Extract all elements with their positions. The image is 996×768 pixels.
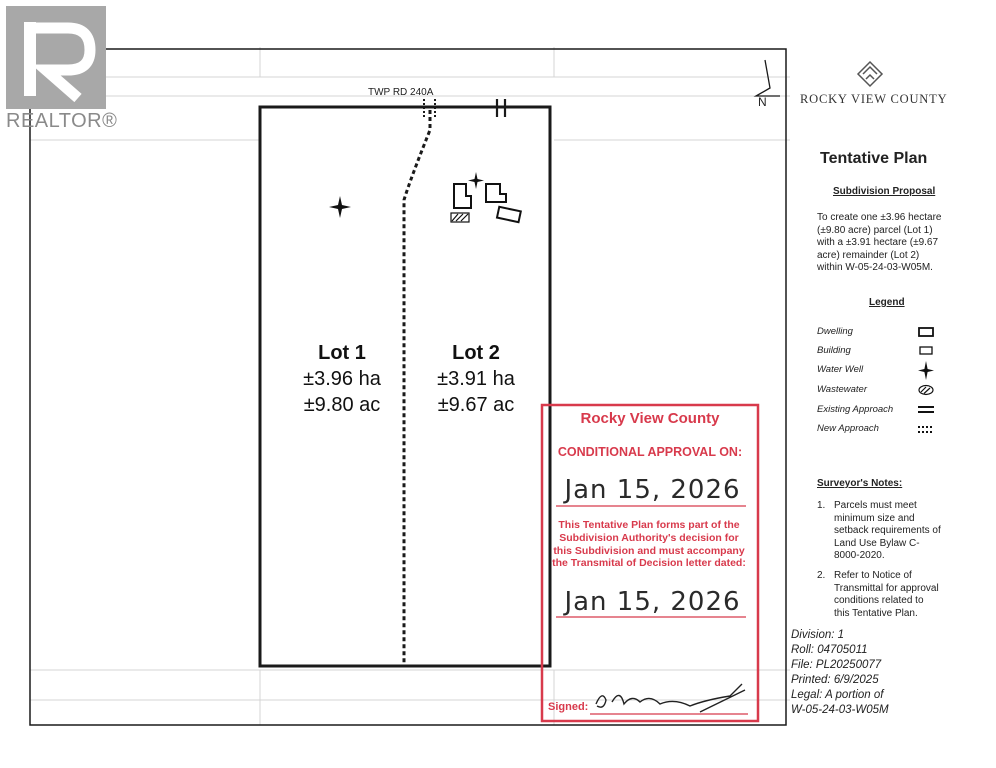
legend-existing-approach-label: Existing Approach xyxy=(817,404,894,415)
road-label: TWP RD 240A xyxy=(368,87,434,98)
note-number: 1. xyxy=(817,500,826,511)
legend-dwelling-symbol xyxy=(919,328,933,336)
note-line: Transmittal for approval xyxy=(834,582,939,594)
legend-building-label: Building xyxy=(817,345,851,356)
lot-2-hectares: ±3.91 ha xyxy=(437,368,515,390)
note-number: 2. xyxy=(817,570,826,581)
legend-dwelling-label: Dwelling xyxy=(817,326,853,337)
legend-new-approach-symbol xyxy=(918,427,934,432)
stamp-conditional-approval: CONDITIONAL APPROVAL ON: xyxy=(557,445,743,459)
wastewater-icon xyxy=(451,213,469,222)
note-line: Parcels must meet xyxy=(834,500,917,511)
lot-2-acres: ±9.67 ac xyxy=(437,394,515,416)
legend-new-approach-label: New Approach xyxy=(817,423,879,434)
building-icon xyxy=(486,184,521,222)
proposal-line: acre) remainder (Lot 2) xyxy=(817,249,920,261)
info-legal-description: W-05-24-03-W05M xyxy=(791,704,889,716)
proposal-text xyxy=(817,212,967,275)
info-roll: Roll: 04705011 xyxy=(791,644,868,656)
stamp-body-line: this Subdivision and must accompany xyxy=(553,544,745,557)
info-legal: Legal: A portion of xyxy=(791,689,884,701)
stamp-body-line: the Transmital of Decision letter dated: xyxy=(552,557,746,570)
rocky-view-logo-icon xyxy=(858,62,882,86)
note-line: this Tentative Plan. xyxy=(834,607,918,619)
north-arrow-icon xyxy=(756,60,780,96)
proposal-line: (±9.80 acre) parcel (Lot 1) xyxy=(817,224,933,236)
surveyor-notes-heading: Surveyor's Notes: xyxy=(817,478,903,489)
surveyor-note-1 xyxy=(817,500,967,564)
realtor-logo-icon xyxy=(6,6,106,109)
stamp-body-text xyxy=(547,519,751,570)
lot-1-label xyxy=(272,340,412,418)
info-printed: Printed: 6/9/2025 xyxy=(791,674,879,686)
legend-wastewater-symbol xyxy=(919,386,933,395)
proposal-line: with a ±3.91 hectare (±9.67 xyxy=(817,237,939,248)
legend-water-well-label: Water Well xyxy=(817,364,864,375)
lot-2-label xyxy=(406,340,546,418)
note-line: Land Use Bylaw C- xyxy=(834,537,920,549)
legend-existing-approach-symbol xyxy=(918,407,934,412)
proposal-line: To create one ±3.96 hectare xyxy=(817,212,942,223)
note-line: setback requirements of xyxy=(834,525,941,536)
legend-wastewater-label: Wastewater xyxy=(817,384,867,395)
note-line: 8000-2020. xyxy=(834,550,885,561)
proposal-line: within W-05-24-03-W05M. xyxy=(817,262,933,273)
lot-1-name: Lot 1 xyxy=(318,342,366,364)
stamp-body-line: Subdivision Authority's decision for xyxy=(559,531,739,544)
stamp-signed-label: Signed: xyxy=(548,701,589,713)
north-label: N xyxy=(758,95,767,109)
stamp-decision-date: Jan 15, 2026 xyxy=(564,587,741,617)
lot-2-name: Lot 2 xyxy=(452,342,500,364)
water-well-icon xyxy=(329,196,351,218)
legend-building-symbol xyxy=(920,347,932,354)
dwelling-icon xyxy=(454,184,471,208)
note-line: Refer to Notice of xyxy=(834,570,912,581)
legend-heading: Legend xyxy=(869,297,905,308)
water-well-icon-lot2 xyxy=(468,172,484,189)
proposal-heading: Subdivision Proposal xyxy=(833,186,936,197)
lot-1-hectares: ±3.96 ha xyxy=(303,368,381,390)
realtor-watermark-text: REALTOR® xyxy=(6,110,118,132)
stamp-title: Rocky View County xyxy=(580,410,720,427)
info-file: File: PL20250077 xyxy=(791,659,882,671)
info-division: Division: 1 xyxy=(791,629,845,641)
note-line: conditions related to xyxy=(834,595,924,606)
surveyor-note-2 xyxy=(817,570,967,622)
signature-mark xyxy=(596,684,745,712)
plan-title: Tentative Plan xyxy=(820,150,928,167)
stamp-body-line: This Tentative Plan forms part of the xyxy=(558,519,740,531)
stamp-approval-date: Jan 15, 2026 xyxy=(564,475,741,505)
county-brand: ROCKY VIEW COUNTY xyxy=(800,92,948,106)
note-line: minimum size and xyxy=(834,512,915,524)
lot-1-acres: ±9.80 ac xyxy=(303,394,381,416)
legend-water-well-symbol xyxy=(918,361,934,380)
